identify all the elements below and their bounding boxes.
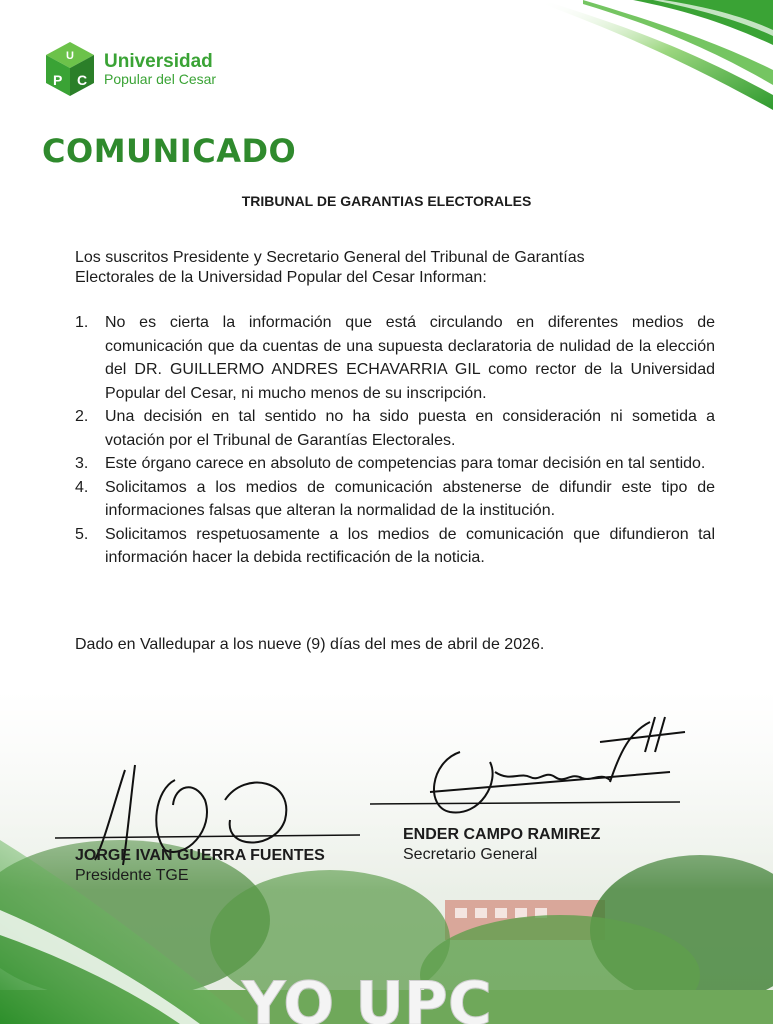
list-item xyxy=(75,405,715,452)
intro-paragraph: Los suscritos Presidente y Secretario General del Tribunal de Garantías Electorales de la Universidad Popular del Cesar Informan: xyxy=(75,249,585,286)
svg-text:C: C xyxy=(77,72,88,88)
logo-name: Universidad xyxy=(104,50,213,72)
campus-sign-text: YO UPC xyxy=(242,969,492,1024)
list-item-number: 3. xyxy=(75,455,89,472)
list-item-number: 5. xyxy=(75,525,89,543)
signer-name: ENDER CAMPO RAMIREZ xyxy=(403,826,601,843)
logo-subtitle: Popular del Cesar xyxy=(104,70,217,87)
closing-paragraph: Dado en Valledupar a los nueve (9) días del mes de abril de 2026. xyxy=(75,636,545,653)
list-item-number: 1. xyxy=(75,314,89,331)
list-item-text: Una decisión en tal sentido no ha sido puesta en consideración ni sometida a votación por el Tribunal de Garantías Electorales. xyxy=(105,408,715,449)
list-item xyxy=(75,523,715,570)
signer-left xyxy=(75,846,325,886)
list-item-text: Solicitamos a los medios de comunicación abstenerse de difundir este tipo de informaciones falsas que alteran la normalidad de la institución. xyxy=(105,478,715,519)
signer-role: Secretario General xyxy=(403,846,538,863)
statement-list xyxy=(75,311,715,570)
list-item-text: Solicitamos respetuosamente a los medios de comunicación que difundieron tal información hacer la debida rectificación de la noticia. xyxy=(105,525,715,566)
list-item xyxy=(75,311,715,405)
document-subtitle: TRIBUNAL DE GARANTIAS ELECTORALES xyxy=(241,193,532,209)
list-item-number: 4. xyxy=(75,478,89,496)
document-title: COMUNICADO xyxy=(42,132,297,170)
signer-right xyxy=(403,825,600,865)
signature-right xyxy=(370,712,690,832)
list-item xyxy=(75,452,715,476)
list-item-number: 2. xyxy=(75,408,89,425)
list-item xyxy=(75,476,715,523)
signer-role: Presidente TGE xyxy=(75,867,189,884)
signer-name: JORGE IVAN GUERRA FUENTES xyxy=(75,847,325,864)
university-logo xyxy=(44,40,216,98)
svg-text:P: P xyxy=(53,72,63,88)
green-swoosh-decoration xyxy=(543,0,773,110)
svg-text:U: U xyxy=(66,50,74,62)
upc-cube-logo xyxy=(44,40,96,98)
list-item-text: Este órgano carece en absoluto de competencias para tomar decisión en tal sentido. xyxy=(105,455,706,472)
list-item-text: No es cierta la información que está circulando en diferentes medios de comunicación que da cuentas de una supuesta declaratoria de nulidad de la elección del DR. GUILLERMO ANDRES ECHAVARRIA GIL como rector de la Universidad Popular del Cesar, ni mucho menos de su inscripción. xyxy=(105,314,715,402)
